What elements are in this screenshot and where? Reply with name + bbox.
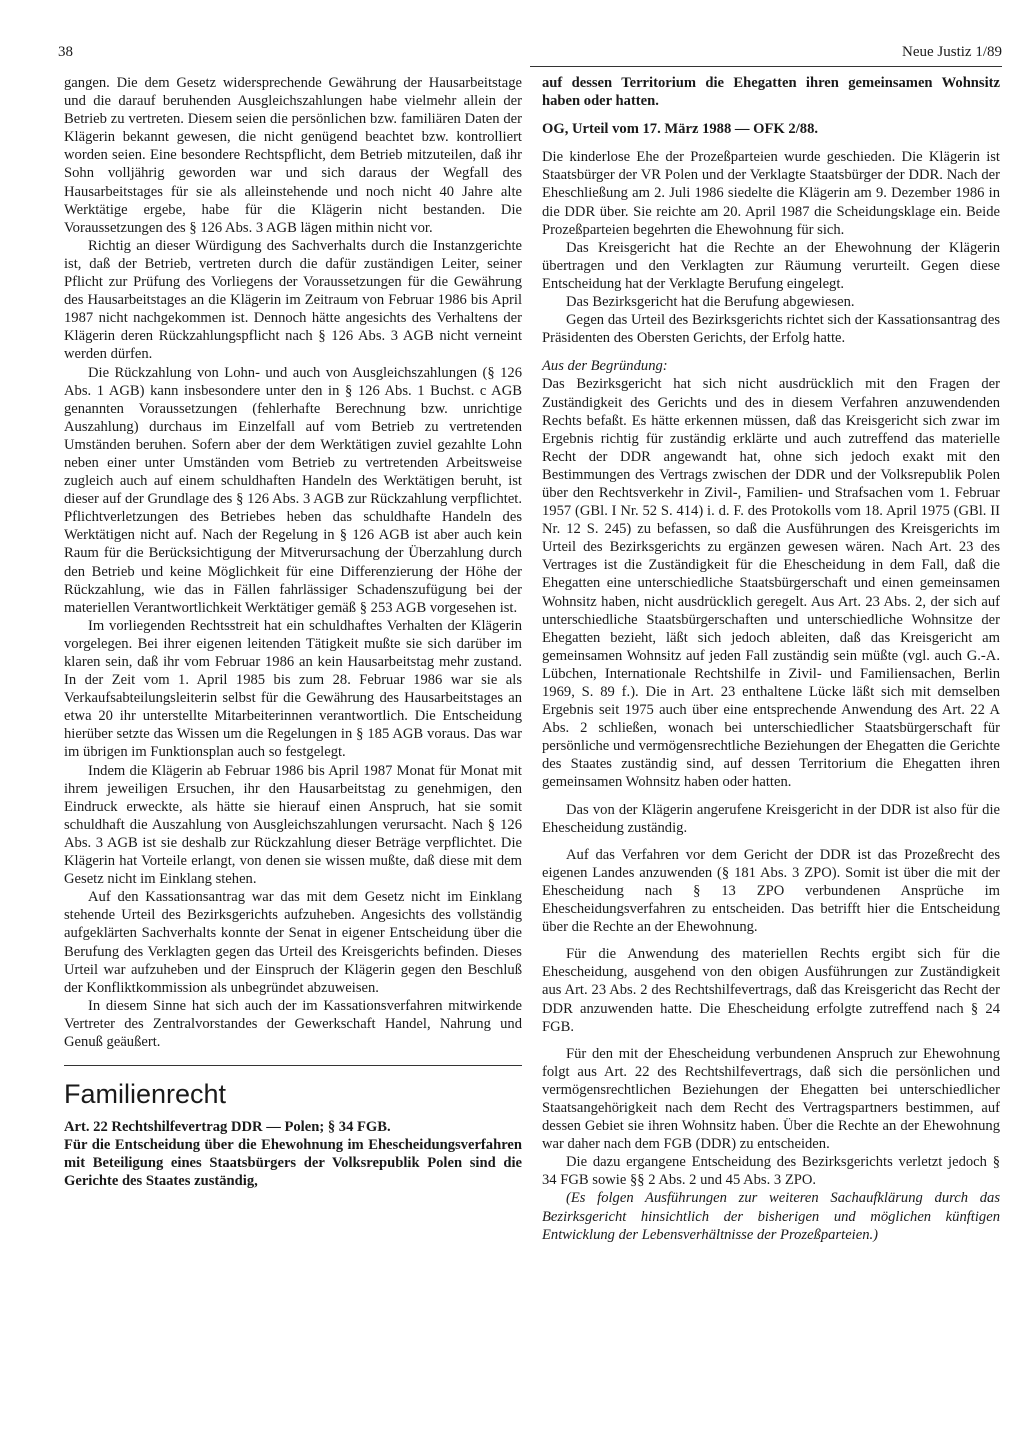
paragraph: Auf den Kassationsantrag war das mit dem Gesetz nicht im Einklang stehende Urteil des Bezirksgerichts aufzuheben. Angesichts des vollständig aufgeklärten Sachverhalts konnte der Senat in eigener Entscheidung über die Berufung des Verklagten gegen das Urteil des Kreisgerichts befinden. Dieses Urteil war aufzuheben und der Einspruch der Klägerin gegen den Beschluß der Konfliktkommission als unbegründet abzuweisen. bbox=[64, 889, 522, 996]
paragraph: Das Kreisgericht hat die Rechte an der Ehewohnung der Klägerin übertragen und den Verklagten zur Räumung verurteilt. Gegen diese Entscheidung hat der Verklagte Berufung eingelegt. bbox=[542, 239, 1000, 292]
paragraph: Die Rückzahlung von Lohn- und auch von Ausgleichszahlungen (§ 126 Abs. 1 AGB) kann insbesondere unter den in § 126 Abs. 1 Buchst. c AGB genannten Voraussetzungen (fehlerhafte Berechnung bzw. unrichtige Auszahlung) durchaus im Einzelfall auf vom Betrieb zu vertretenden Umständen beruhen. Sofern aber der dem Werktätigen zuviel gezahlte Lohn neben einer unter Umständen vom Betrieb zu vertretenden Arbeitsweise zugleich auch auf einem schuldhaften Handeln des Werktätigen beruht, ist dieser auf der Grundlage des § 126 Abs. 3 AGB zur Rückzahlung verpflichtet. Pflichtverletzungen des Betriebes heben das schuldhafte Handeln des Werktätigen nicht auf. Nach der Regelung in § 126 AGB ist aber auch kein Raum für die Berücksichtigung der Mitverursachung der Überzahlung durch den Betrieb und keine Möglichkeit für eine Differenzierung der Höhe der Rückzahlung, wie das in Fällen fahrlässiger Schadenszufügung bei der materiellen Verantwortlichkeit Werktätiger gemäß § 253 AGB vorgesehen ist. bbox=[64, 364, 522, 616]
paragraph: gangen. Die dem Gesetz widersprechende Gewährung der Hausarbeitstage und die darauf beruhenden Ausgleichszahlungen habe vielmehr allein der Betrieb zu vertreten. Diesem seien die persönlichen bzw. familiären Daten der Klägerin bekannt gewesen, die nicht genügend beachtet bzw. kontrolliert worden seien. Eine besondere Rechtspflicht, dem Betrieb mitzuteilen, daß ihr Sohn volljährig geworden war und sich daraus der Wegfall des Hausarbeitstages für sie als alleinstehende und noch nicht 40 Jahre alte Werktätige ergebe, habe für die Klägerin nicht bestanden. Die Voraussetzungen des § 126 Abs. 3 AGB lägen mithin nicht vor. bbox=[64, 75, 522, 236]
header-rule bbox=[530, 66, 1002, 67]
court-citation: OG, Urteil vom 17. März 1988 — OFK 2/88. bbox=[542, 121, 819, 138]
paragraph: Für die Anwendung des materiellen Rechts ergibt sich für die Ehescheidung, ausgehend von den obigen Ausführungen zur Zuständigkeit aus Art. 23 Abs. 2 des Rechtshilfevertrags, daß das Kreisgericht das Recht der DDR anzuwenden hatte. Die Ehescheidung erfolgte zutreffend nach § 24 FGB. bbox=[542, 946, 1000, 1035]
paragraph: In diesem Sinne hat sich auch der im Kassationsverfahren mitwirkende Vertreter des Zentralvorstandes der Gewerkschaft Handel, Nahrung und Genuß geäußert. bbox=[64, 997, 522, 1050]
paragraph: Richtig an dieser Würdigung des Sachverhalts durch die Instanzgerichte ist, daß der Betrieb, vertreten durch die dafür zuständigen Leiter, seiner Pflicht zur Prüfung des Vorliegens der Voraussetzungen für die Gewährung des Hausarbeitstages an die Klägerin im Zeitraum von Februar 1986 bis April 1987 nicht nachgekommen ist. Dennoch hätte angesichts des Verhaltens der Klägerin deren Rückzahlungspflicht nach § 126 Abs. 3 AGB nicht verneint werden dürfen. bbox=[64, 237, 522, 363]
journal-issue: Neue Justiz 1/89 bbox=[902, 44, 1002, 60]
section-title: Familienrecht bbox=[64, 1079, 227, 1110]
reasons-heading: Aus der Begründung: bbox=[542, 358, 668, 375]
right-column bbox=[542, 74, 1000, 1244]
page-number: 38 bbox=[58, 44, 73, 60]
left-column bbox=[64, 74, 522, 1190]
paragraph: Die dazu ergangene Entscheidung des Bezirksgerichts verletzt jedoch § 34 FGB sowie §§ 2 Abs. 2 und 45 Abs. 3 ZPO. bbox=[542, 1154, 1000, 1189]
case-header: Art. 22 Rechtshilfevertrag DDR — Polen; § 34 FGB. bbox=[64, 1119, 391, 1136]
paragraph: Auf das Verfahren vor dem Gericht der DDR ist das Prozeßrecht des eigenen Landes anzuwenden (§ 181 Abs. 3 ZPO). Somit ist über die mit der Ehescheidung nach § 13 ZPO verbundenen Ansprüche im Ehescheidungsverfahren zu entscheiden. Das betrifft hier die Entscheidung über die Rechte an der Ehewohnung. bbox=[542, 846, 1000, 936]
headnote: Für die Entscheidung über die Ehewohnung im Ehescheidungsverfahren mit Beteiligung eines Staatsbürgers der Volksrepublik Polen sind die Gerichte des Staates zuständig, bbox=[64, 1137, 522, 1190]
paragraph: Das Bezirksgericht hat sich nicht ausdrücklich mit den Fragen der Zuständigkeit des Gerichts und des in diesem Verfahren anzuwendenden Rechts befaßt. Es hätte erkennen müssen, daß das Kreisgericht sich zwar im Ergebnis richtig für zuständig erklärte und auch zutreffend das materielle Recht der DDR angewandt hat, ohne sich jedoch exakt mit den Bestimmungen des Vertrags zwischen der DDR und der Volksrepublik Polen über den Rechtsverkehr in Zivil-, Familien- und Strafsachen vom 1. Februar 1957 (GBl. I Nr. 52 S. 414) i. d. F. des Protokolls vom 18. April 1975 (GBl. II Nr. 12 S. 245) zu befassen, so daß die Ausführungen des Kreisgerichts im Urteil des Bezirksgerichts zu ergänzen gewesen wären. Nach Art. 23 des Vertrages ist die Zuständigkeit für die Ehescheidung in dem Fall, daß die Ehegatten eine unterschiedliche Staatsbürgerschaft und einen gemeinsamen Wohnsitz haben, nicht ausdrücklich geregelt. Aus Art. 23 Abs. 2, der sich auf unterschiedliche Staatsbürgerschaften und unterschiedliche Wohnsitze der Ehegatten bezieht, läßt sich jedoch ableiten, daß das Kreisgericht am gemeinsamen Wohnsitz auf jeden Fall zuständig sein müßte (vgl. auch G.-A. Lübchen, Internationale Rechtshilfe in Zivil- und Familiensachen, Berlin 1969, S. 89 f.). Die in Art. 23 enthaltene Lücke läßt sich mit demselben Ergebnis seit 1975 auch über eine entsprechende Anwendung des Art. 22 A Abs. 2 schließen, wonach bei unterschiedlicher Staatsbürgerschaft für persönliche und vermögensrechtliche Beziehungen der Ehegatten die Gerichte des Staates zuständig sind, auf dessen Territorium die Ehegatten ihren gemeinsamen Wohnsitz haben oder hatten. bbox=[542, 376, 1000, 791]
paragraph: Das Bezirksgericht hat die Berufung abgewiesen. bbox=[566, 294, 855, 311]
headnote-continued: auf dessen Territorium die Ehegatten ihren gemeinsamen Wohnsitz haben oder hatten. bbox=[542, 75, 1000, 110]
section-rule bbox=[64, 1065, 522, 1066]
paragraph: Indem die Klägerin ab Februar 1986 bis April 1987 Monat für Monat mit ihrem jeweiligen Ersuchen, ihr den Hausarbeitstag zu genehmigen, den Eindruck erweckte, als hätte sie hierauf einen Anspruch, hat sie somit schuldhaft die Auszahlung von Ausgleichszahlungen verursacht. Nach § 126 Abs. 3 AGB ist sie deshalb zur Rückzahlung dieser Beträge verpflichtet. Die Klägerin hat Vorteile erlangt, von denen sie wissen mußte, daß diese mit dem Gesetz nicht im Einklang stehen. bbox=[64, 762, 522, 888]
paragraph: Für den mit der Ehescheidung verbundenen Anspruch zur Ehewohnung folgt aus Art. 22 des Rechtshilfevertrags, daß sich die persönlichen und vermögensrechtlichen Beziehungen der Ehegatten bei unterschiedlicher Staatsangehörigkeit nach dem Recht des Vertragspartners bestimmen, auf dessen Gebiet sie ihren Wohnsitz haben. Über die Rechte an der Ehewohnung war daher nach dem FGB (DDR) zu entscheiden. bbox=[542, 1045, 1000, 1153]
closing-note: (Es folgen Ausführungen zur weiteren Sachaufklärung durch das Bezirksgericht hinsichtlich der bisherigen und möglichen künftigen Entwicklung der Lebensverhältnisse der Prozeßparteien.) bbox=[542, 1190, 1000, 1243]
paragraph: Gegen das Urteil des Bezirksgerichts richtet sich der Kassationsantrag des Präsidenten des Obersten Gerichts, der Erfolg hatte. bbox=[542, 312, 1000, 347]
paragraph: Das von der Klägerin angerufene Kreisgericht in der DDR ist also für die Ehescheidung zuständig. bbox=[542, 801, 1000, 836]
paragraph: Die kinderlose Ehe der Prozeßparteien wurde geschieden. Die Klägerin ist Staatsbürger der VR Polen und der Verklagte Staatsbürger der DDR. Nach der Eheschließung am 2. Juli 1986 siedelte die Klägerin am 9. Dezember 1986 in die DDR über. Sie reichte am 20. April 1987 die Scheidungsklage ein. Beide Prozeßparteien begehrten die Ehewohnung für sich. bbox=[542, 149, 1000, 238]
paragraph: Im vorliegenden Rechtsstreit hat ein schuldhaftes Verhalten der Klägerin vorgelegen. Bei ihrer eigenen leitenden Tätigkeit mußte sie sich darüber im klaren sein, daß ihr vom Februar 1986 an kein Hausarbeitstag mehr zustand. In der Zeit vom 1. April 1985 bis zum 28. Februar 1986 war sie als Verkaufsabteilungsleiterin selbst für die Gewährung des Hausarbeitstages an etwa 20 ihr unterstellte Mitarbeiterinnen verantwortlich. Die Entscheidung hierüber setzte das Wissen um die Regelungen in § 185 AGB voraus. Das war im übrigen im Funktionsplan auch so festgelegt. bbox=[64, 617, 522, 761]
page-header bbox=[58, 44, 1002, 68]
